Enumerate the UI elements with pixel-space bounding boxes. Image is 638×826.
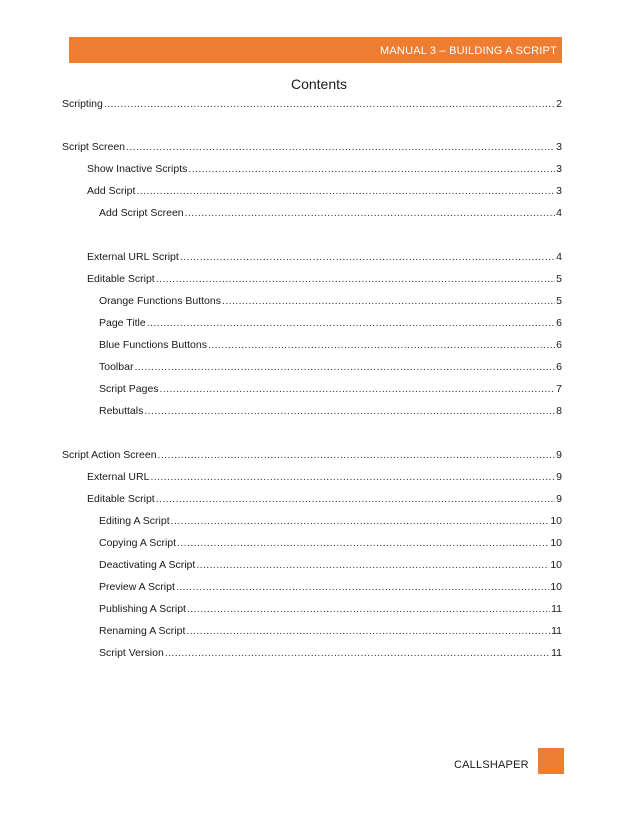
toc-entry[interactable] <box>87 492 562 506</box>
toc-entry[interactable] <box>99 558 562 572</box>
toc-dot-leader <box>160 382 556 396</box>
toc-dot-leader <box>158 448 556 462</box>
toc-entry-page: 6 <box>556 339 562 351</box>
header-title: MANUAL 3 – BUILDING A SCRIPT <box>380 44 557 57</box>
toc-dot-leader <box>134 360 555 374</box>
toc-entry-page: 10 <box>550 515 562 527</box>
toc-entry-label: Scripting <box>62 98 103 110</box>
toc-entry[interactable] <box>99 580 562 594</box>
toc-entry-page: 5 <box>556 295 562 307</box>
toc-entry-label: Publishing A Script <box>99 603 186 615</box>
toc-dot-leader <box>186 624 550 638</box>
toc-dot-leader <box>150 470 555 484</box>
toc-entry-page: 8 <box>556 405 562 417</box>
toc-dot-leader <box>156 492 555 506</box>
toc-entry-label: Page Title <box>99 317 146 329</box>
toc-entry-label: Editable Script <box>87 273 155 285</box>
toc-dot-leader <box>147 316 555 330</box>
toc-entry-label: Toolbar <box>99 361 134 373</box>
toc-entry[interactable] <box>87 250 562 264</box>
toc-entry-label: Script Screen <box>62 141 126 153</box>
toc-entry-page: 2 <box>556 98 562 110</box>
toc-entry-page: 4 <box>556 251 562 263</box>
toc-entry-label: External URL Script <box>87 251 179 263</box>
toc-dot-leader <box>104 97 555 111</box>
toc-dot-leader <box>187 602 550 616</box>
toc-title: Contents <box>290 76 348 92</box>
toc-entry[interactable] <box>99 602 562 616</box>
toc-entry-label: Renaming A Script <box>99 625 186 637</box>
toc-entry-page: 10 <box>550 559 562 571</box>
toc-entry-page: 9 <box>556 493 562 505</box>
toc-entry[interactable] <box>99 404 562 418</box>
toc-entry[interactable] <box>62 448 562 462</box>
toc-dot-leader <box>177 536 549 550</box>
toc-entry-label: Add Script <box>87 185 136 197</box>
toc-dot-leader <box>188 162 555 176</box>
toc-entry[interactable] <box>99 646 562 660</box>
toc-entry-page: 9 <box>556 449 562 461</box>
toc-entry[interactable] <box>99 514 562 528</box>
toc-entry-label: Preview A Script <box>99 581 175 593</box>
toc-entry-label: Deactivating A Script <box>99 559 196 571</box>
header-bar <box>69 37 562 63</box>
toc-dot-leader <box>136 184 555 198</box>
toc-entry-page: 11 <box>551 647 562 659</box>
toc-entry-page: 6 <box>556 361 562 373</box>
toc-dot-leader <box>176 580 549 594</box>
toc-entry[interactable] <box>87 184 562 198</box>
toc-entry-label: Script Pages <box>99 383 159 395</box>
toc-entry[interactable] <box>62 97 562 111</box>
toc-entry-label: External URL <box>87 471 150 483</box>
toc-entry[interactable] <box>99 338 562 352</box>
toc-entry-page: 11 <box>551 625 562 637</box>
toc-entry[interactable] <box>99 316 562 330</box>
toc-entry[interactable] <box>99 624 562 638</box>
toc-entry[interactable] <box>99 536 562 550</box>
toc-dot-leader <box>156 272 555 286</box>
toc-entry-label: Show Inactive Scripts <box>87 163 188 175</box>
toc-entry-label: Rebuttals <box>99 405 144 417</box>
toc-dot-leader <box>208 338 555 352</box>
toc-entry-page: 3 <box>556 141 562 153</box>
toc-entry[interactable] <box>87 272 562 286</box>
toc-entry-label: Script Version <box>99 647 164 659</box>
toc-entry[interactable] <box>87 470 562 484</box>
toc-entry-label: Add Script Screen <box>99 207 184 219</box>
toc-entry-page: 7 <box>556 383 562 395</box>
toc-entry[interactable] <box>87 162 562 176</box>
toc-entry[interactable] <box>99 360 562 374</box>
toc-entry-label: Script Action Screen <box>62 449 157 461</box>
toc-entry-label: Orange Functions Buttons <box>99 295 221 307</box>
toc-dot-leader <box>165 646 550 660</box>
toc-entry-label: Editing A Script <box>99 515 170 527</box>
toc-entry[interactable] <box>99 382 562 396</box>
toc-entry[interactable] <box>62 140 562 154</box>
toc-entry-page: 10 <box>550 581 562 593</box>
toc-dot-leader <box>185 206 556 220</box>
toc-dot-leader <box>171 514 550 528</box>
footer-label: CALLSHAPER <box>454 759 529 771</box>
toc-dot-leader <box>180 250 555 264</box>
toc-entry-page: 6 <box>556 317 562 329</box>
toc-entry-page: 3 <box>556 185 562 197</box>
toc-entry-page: 4 <box>556 207 562 219</box>
toc-dot-leader <box>196 558 549 572</box>
toc-entry-page: 5 <box>556 273 562 285</box>
toc-entry-label: Copying A Script <box>99 537 177 549</box>
toc-entry-page: 10 <box>550 537 562 549</box>
toc-entry-page: 11 <box>551 603 562 615</box>
toc-dot-leader <box>222 294 555 308</box>
toc-entry-label: Blue Functions Buttons <box>99 339 207 351</box>
toc-dot-leader <box>144 404 555 418</box>
toc-entry-page: 9 <box>556 471 562 483</box>
toc-entry-label: Editable Script <box>87 493 155 505</box>
toc-entry-page: 3 <box>556 163 562 175</box>
toc-dot-leader <box>126 140 555 154</box>
footer-accent-box <box>538 748 564 774</box>
toc-entry[interactable] <box>99 206 562 220</box>
toc-entry[interactable] <box>99 294 562 308</box>
